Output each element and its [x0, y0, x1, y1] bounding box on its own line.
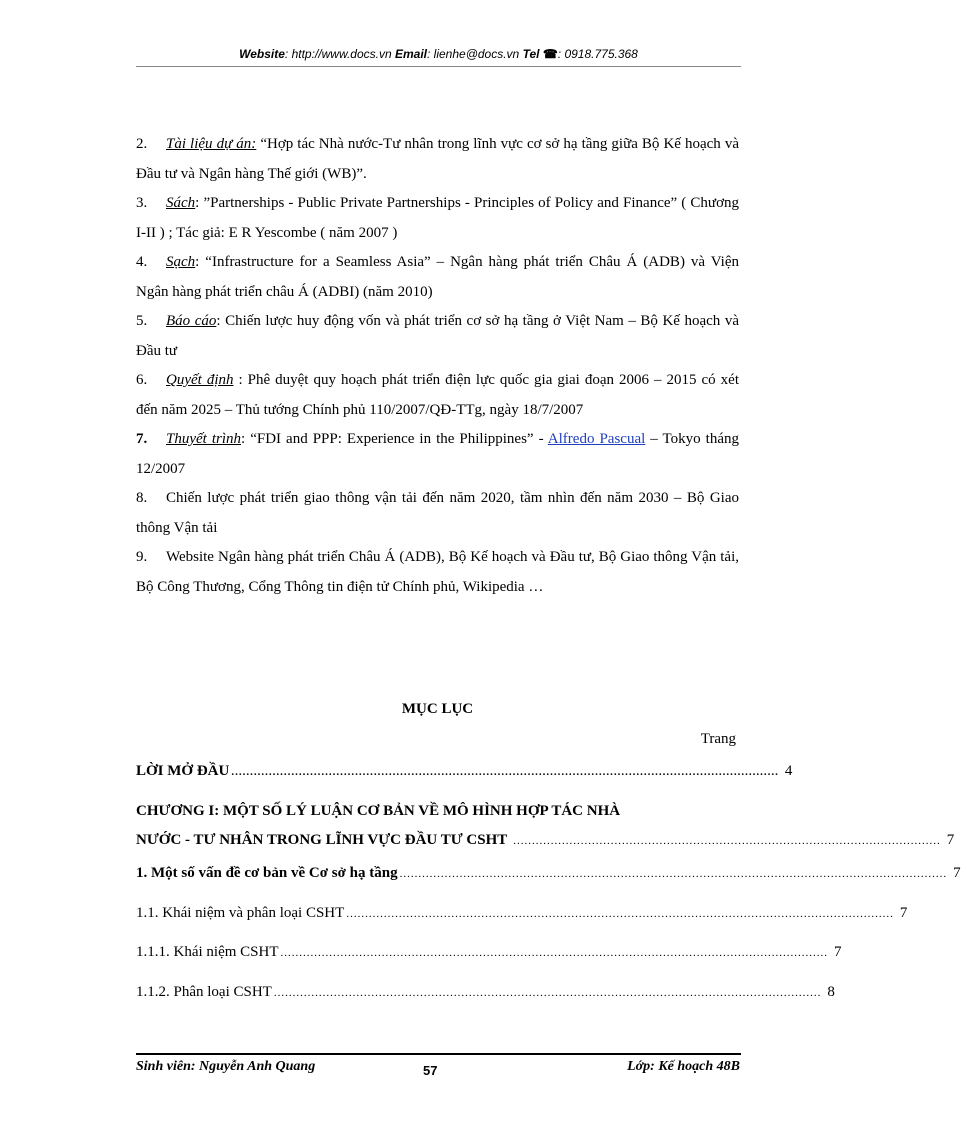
toc-leader: .................................................................................................................................................. — [346, 908, 894, 920]
toc-leader: .................................................................................................................................................. — [273, 987, 822, 999]
ref-keyword: Báo cáo — [166, 313, 217, 329]
ref-keyword: Thuyết trình — [166, 431, 242, 447]
ref-text: : Chiến lược huy động vốn và phát triển cơ sở hạ tầng ở Việt Nam – Bộ Kế hoạch và Đầu tư — [136, 313, 739, 359]
ref-text: : ”Partnerships - Public Private Partnerships - Principles of Policy and Finance” ( Chương I-II ) ; Tác giả: E R Yescombe ( năm 2007 ) — [136, 195, 739, 241]
toc-entry-title: 1.1.2. Phân loại CSHT — [136, 984, 272, 1000]
ref-text: : “Infrastructure for a Seamless Asia” – Ngân hàng phát triển Châu Á (ADB) và Viện Ngân hàng phát triển châu Á (ADBI) (năm 2010) — [136, 254, 739, 300]
ref-text: : “FDI and PPP: Experience in the Philippines” - — [241, 431, 548, 447]
email-label: Email — [394, 47, 427, 61]
ref-keyword: Sách — [166, 195, 196, 211]
tel-label: Tel — [522, 47, 540, 61]
ref-number: 9. — [136, 549, 148, 565]
reference-item — [136, 484, 739, 543]
ref-number: 2. — [136, 136, 148, 152]
reference-item — [136, 543, 739, 602]
toc-entry-page: 8 — [827, 984, 835, 1000]
toc-entry-page: 4 — [784, 763, 793, 779]
email-value: : lienhe@docs.vn — [427, 47, 520, 61]
ref-keyword: Sạch — [166, 254, 196, 270]
ref-keyword: Quyết định — [166, 372, 234, 388]
tel-value: : 0918.775.368 — [557, 47, 638, 61]
footer-page-number: 57 — [423, 1063, 438, 1078]
toc-entry-page: 7 — [899, 905, 908, 921]
header-divider — [136, 66, 741, 67]
toc-entry-title: 1.1.1. Khái niệm CSHT — [136, 944, 279, 960]
reference-item — [136, 189, 739, 248]
ref-number: 4. — [136, 254, 148, 270]
reference-item — [136, 248, 739, 307]
toc-leader: .................................................................................................................................................. — [280, 947, 828, 959]
website-label: Website — [239, 47, 285, 61]
page-header — [136, 47, 741, 61]
ref-text: : Phê duyệt quy hoạch phát triển điện lực quốc gia giai đoạn 2006 – 2015 có xét đến năm 2025 – Thủ tướng Chính phủ 110/2007/QĐ-TTg, ngày 18/7/2007 — [136, 372, 739, 418]
toc-leader: .................................................................................................................................................. — [231, 766, 779, 778]
ref-number: 5. — [136, 313, 148, 329]
footer-student: Sinh viên: Nguyễn Anh Quang — [136, 1059, 316, 1074]
toc-entry[interactable] — [136, 797, 955, 856]
toc-entry-title-line2: NƯỚC - TƯ NHÂN TRONG LĨNH VỰC ĐẦU TƯ CSHT — [136, 832, 508, 848]
ref-keyword: Tài liệu dự án: — [166, 136, 257, 152]
ref-text: Chiến lược phát triển giao thông vận tải đến năm 2020, tầm nhìn đến năm 2030 – Bộ Giao thông Vận tải — [136, 490, 739, 536]
toc-entry-page: 7 — [953, 865, 961, 881]
phone-icon: ☎ — [542, 47, 558, 61]
ref-tail: – Tokyo tháng 12/2007 — [136, 431, 739, 477]
toc-title: MỤC LỤC — [401, 701, 474, 717]
ref-number: 6. — [136, 372, 148, 388]
toc-entry-title: 1. Một số vấn đề cơ bản về Cơ sở hạ tầng — [136, 865, 398, 881]
reference-item — [136, 307, 739, 366]
reference-list — [136, 130, 739, 602]
toc-entry[interactable] — [136, 905, 908, 922]
toc-entry[interactable] — [136, 763, 793, 780]
toc-entry-title-line1: CHƯƠNG I: MỘT SỐ LÝ LUẬN CƠ BẢN VỀ MÔ HÌNH HỢP TÁC NHÀ — [136, 803, 621, 819]
footer-class: Lớp: Kế hoạch 48B — [627, 1059, 740, 1074]
toc-entry-page: 7 — [834, 944, 842, 960]
toc-entry[interactable] — [136, 944, 842, 961]
toc-entry[interactable] — [136, 984, 835, 1001]
ref-number: 8. — [136, 490, 148, 506]
author-link[interactable]: Alfredo Pascual — [547, 431, 646, 447]
ref-text: “Hợp tác Nhà nước-Tư nhân trong lĩnh vực cơ sở hạ tầng giữa Bộ Kế hoạch và Đầu tư và Ngân hàng Thế giới (WB)”. — [136, 136, 739, 182]
ref-text: Website Ngân hàng phát triển Châu Á (ADB), Bộ Kế hoạch và Đầu tư, Bộ Giao thông Vận tải, Bộ Công Thương, Cổng Thông tin điện tử Chính phủ, Wikipedia … — [136, 549, 739, 595]
toc-page-label: Trang — [700, 731, 736, 747]
reference-item — [136, 425, 739, 484]
footer-divider — [136, 1053, 741, 1055]
toc-entry-page: 7 — [946, 832, 955, 848]
reference-item — [136, 366, 739, 425]
toc-entry[interactable] — [136, 865, 961, 882]
toc-leader: .................................................................................................................. — [513, 835, 941, 847]
ref-number: 7. — [136, 431, 148, 447]
ref-number: 3. — [136, 195, 148, 211]
reference-item — [136, 130, 739, 189]
toc-entry-title: 1.1. Khái niệm và phân loại CSHT — [136, 905, 345, 921]
toc-leader: .................................................................................................................................................. — [399, 868, 948, 880]
toc-entry-title: LỜI MỞ ĐẦU — [136, 763, 230, 779]
website-value: : http://www.docs.vn — [284, 47, 392, 61]
